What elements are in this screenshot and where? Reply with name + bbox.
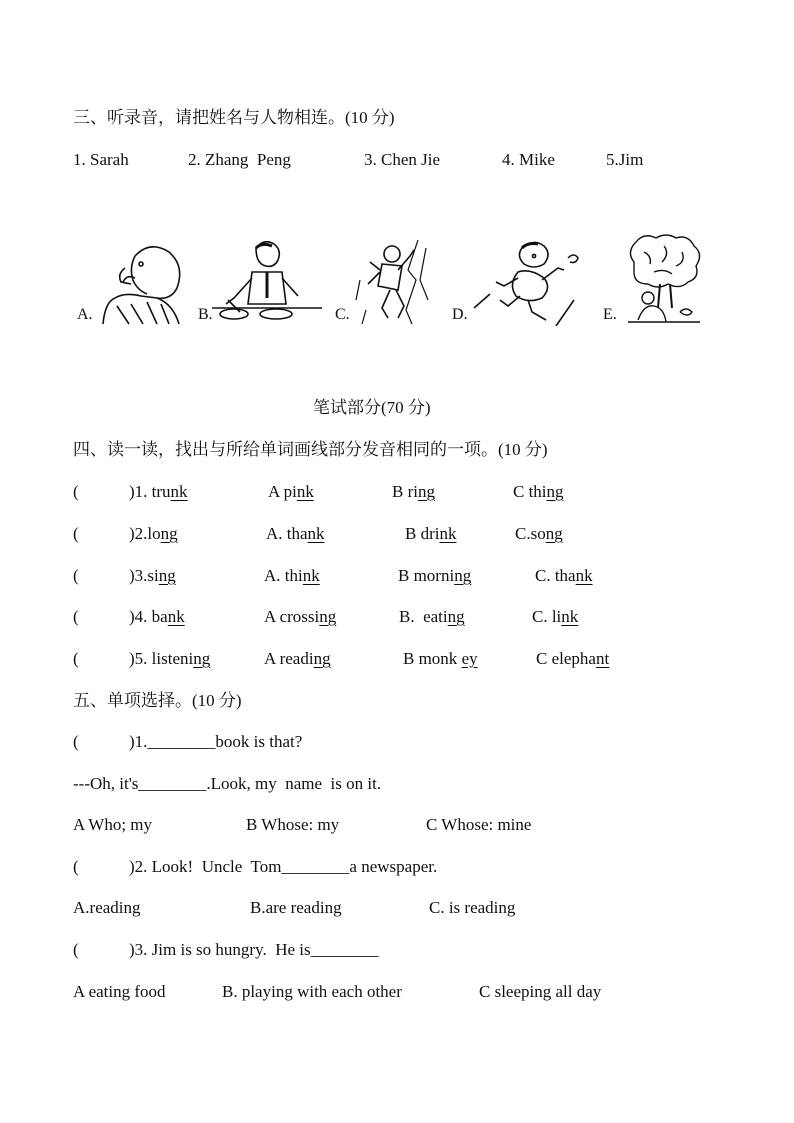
q3-option-b: B. playing with each other	[222, 982, 402, 1001]
question-1-line-2: ---Oh, it's________.Look, my name is on it.	[73, 774, 382, 793]
boy-eating-icon	[95, 238, 185, 326]
name-jim: 5.Jim	[606, 150, 644, 169]
picture-label-b: B.	[198, 306, 213, 323]
picture-label-d: D.	[452, 306, 468, 323]
option-b: B ring	[392, 482, 435, 501]
answer-paren[interactable]: (	[73, 732, 79, 751]
q2-option-a: A.reading	[73, 898, 141, 917]
name-chen-jie: 3. Chen Jie	[364, 150, 441, 169]
boy-climbing-icon	[352, 240, 432, 326]
answer-paren[interactable]: (	[73, 607, 79, 626]
q3-option-a: A eating food	[73, 982, 166, 1001]
option-a: A. think	[264, 566, 320, 585]
q1-option-b: B Whose: my	[246, 815, 340, 834]
option-c: C. link	[532, 607, 579, 626]
name-mike: 4. Mike	[502, 150, 555, 169]
question-1: )1.________book is that?	[129, 732, 303, 751]
q2-option-b: B.are reading	[250, 898, 342, 917]
name-zhang-peng: 2. Zhang Peng	[188, 150, 291, 169]
picture-label-c: C.	[335, 306, 350, 323]
answer-paren[interactable]: (	[73, 940, 79, 959]
question-3: )3. Jim is so hungry. He is________	[129, 940, 379, 959]
answer-paren[interactable]: (	[73, 857, 79, 876]
question-2: )2. Look! Uncle Tom________a newspaper.	[129, 857, 438, 876]
section4-row-1	[0, 479, 794, 505]
written-part-title: 笔试部分(70 分)	[313, 398, 431, 417]
option-a: A. thank	[266, 524, 325, 543]
option-c: C elephant	[536, 649, 610, 668]
question-word: )4. bank	[129, 607, 185, 626]
option-b: B. eating	[399, 607, 465, 626]
section4-row-3	[0, 563, 794, 589]
q1-option-a: A Who; my	[73, 815, 153, 834]
option-a: A reading	[264, 649, 331, 668]
section4-row-5	[0, 646, 794, 672]
option-c: C thing	[513, 482, 564, 501]
section5-title: 五、单项选择。(10 分)	[73, 691, 242, 710]
option-c: C.song	[515, 524, 563, 543]
boy-at-table-icon	[212, 238, 322, 326]
question-word: )2.long	[129, 524, 178, 543]
q1-option-c: C Whose: mine	[426, 815, 532, 834]
question-word: )5. listening	[129, 649, 211, 668]
section3-title: 三、听录音，请把姓名与人物相连。(10 分)	[73, 108, 395, 127]
girl-under-tree-icon	[624, 232, 704, 324]
option-b: B monk ey	[403, 649, 478, 668]
section4-row-4	[0, 604, 794, 630]
section4-row-2	[0, 521, 794, 547]
option-b: B morning	[398, 566, 472, 585]
answer-paren[interactable]: (	[73, 649, 79, 668]
picture-label-e: E.	[603, 306, 617, 323]
name-sarah: 1. Sarah	[73, 150, 129, 169]
answer-paren[interactable]: (	[73, 524, 79, 543]
q3-option-c: C sleeping all day	[479, 982, 602, 1001]
answer-paren[interactable]: (	[73, 482, 79, 501]
section4-title: 四、读一读，找出与所给单词画线部分发音相同的一项。(10 分)	[73, 440, 548, 459]
question-word: )1. trunk	[129, 482, 188, 501]
option-b: B drink	[405, 524, 457, 543]
q2-option-c: C. is reading	[429, 898, 516, 917]
question-word: )3.sing	[129, 566, 176, 585]
option-a: A crossing	[264, 607, 337, 626]
answer-paren[interactable]: (	[73, 566, 79, 585]
picture-label-a: A.	[77, 306, 93, 323]
option-c: C. thank	[535, 566, 593, 585]
girl-running-icon	[472, 238, 582, 326]
option-a: A pink	[268, 482, 314, 501]
